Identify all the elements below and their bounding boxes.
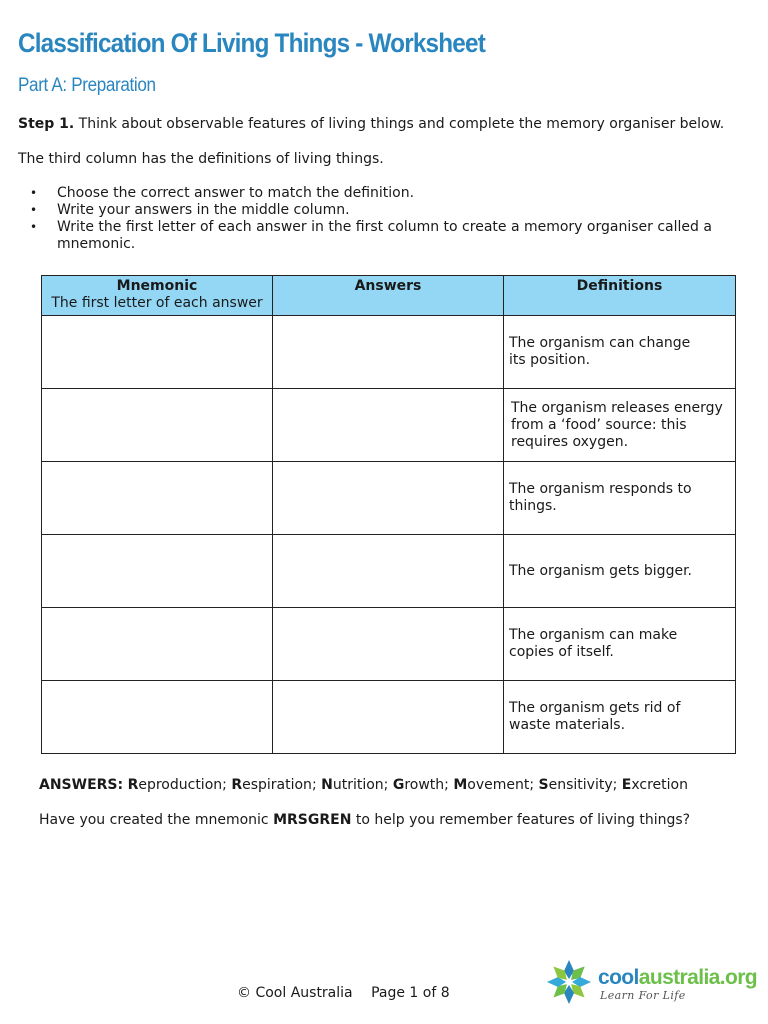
step-instruction xyxy=(18,116,724,133)
mnemonic-cell[interactable] xyxy=(42,535,273,608)
table-row xyxy=(42,462,736,535)
answer-cell[interactable] xyxy=(273,389,504,462)
answer-word: Respiration xyxy=(231,777,312,793)
footer-page-number: Page 1 of 8 xyxy=(371,985,450,1001)
table-row xyxy=(42,681,736,754)
answer-initial: G xyxy=(392,777,405,793)
header-mnemonic-sub: The first letter of each answer xyxy=(51,295,263,311)
answer-cell[interactable] xyxy=(273,608,504,681)
memory-organiser-table xyxy=(41,275,736,754)
step-text: Think about observable features of living things and complete the memory organiser below. xyxy=(74,116,725,132)
bullet-icon: • xyxy=(30,220,38,234)
page-footer xyxy=(237,985,450,1001)
table-row xyxy=(42,608,736,681)
list-item: • Write the first letter of each answer in the first column to create a memory organiser called a mnemonic. xyxy=(30,219,712,252)
snowflake-logo-icon xyxy=(545,958,595,1008)
answer-word: Movement xyxy=(453,777,530,793)
header-answers: Answers xyxy=(273,276,504,316)
intro-text: The third column has the definitions of living things. xyxy=(18,151,384,167)
mnemonic-cell[interactable] xyxy=(42,462,273,535)
answer-cell[interactable] xyxy=(273,535,504,608)
answer-initial: R xyxy=(127,777,139,793)
answer-word: Growth xyxy=(392,777,445,793)
list-item: • Choose the correct answer to match the definition. xyxy=(30,185,415,201)
definition-cell: The organism responds to things. xyxy=(504,462,736,535)
mnemonic-cell[interactable] xyxy=(42,681,273,754)
section-subtitle: Part A: Preparation xyxy=(18,75,156,96)
cool-australia-logo xyxy=(545,958,758,1006)
answer-cell[interactable] xyxy=(273,681,504,754)
answers-key xyxy=(39,777,688,794)
definition-cell: The organism can change its position. xyxy=(504,316,736,389)
mnemonic-question: Have you created the mnemonic MRSGREN to help you remember features of living things? xyxy=(39,812,691,828)
definition-cell: The organism releases energy from a ‘food’ source: this requires oxygen. xyxy=(504,389,736,462)
answer-word: Nutrition xyxy=(321,777,384,793)
answer-cell[interactable] xyxy=(273,316,504,389)
mnemonic-cell[interactable] xyxy=(42,389,273,462)
answer-word: Excretion xyxy=(621,777,688,793)
table-header-row xyxy=(42,276,736,316)
definition-cell: The organism gets bigger. xyxy=(504,535,736,608)
mnemonic-keyword: MRSGREN xyxy=(273,812,352,828)
step-label: Step 1. xyxy=(18,116,75,132)
answer-cell[interactable] xyxy=(273,462,504,535)
footer-copyright: © Cool Australia xyxy=(237,985,353,1001)
logo-tagline: Learn For Life xyxy=(600,989,686,1002)
bullet-icon: • xyxy=(30,186,38,200)
table-row xyxy=(42,316,736,389)
answer-word: Sensitivity xyxy=(538,777,613,793)
definition-cell: The organism gets rid of waste materials. xyxy=(504,681,736,754)
list-item: • Write your answers in the middle column. xyxy=(30,202,350,218)
answer-initial: R xyxy=(231,777,243,793)
table-row xyxy=(42,389,736,462)
header-mnemonic: Mnemonic The first letter of each answer xyxy=(42,276,273,316)
answer-word: Reproduction xyxy=(127,777,223,793)
page-title: Classification Of Living Things - Worksheet xyxy=(18,28,485,58)
definition-cell: The organism can make copies of itself. xyxy=(504,608,736,681)
table-row xyxy=(42,535,736,608)
answer-initial: S xyxy=(538,777,549,793)
answers-label: ANSWERS: xyxy=(39,777,124,793)
mnemonic-cell[interactable] xyxy=(42,608,273,681)
answer-initial: N xyxy=(321,777,333,793)
bullet-icon: • xyxy=(30,203,38,217)
header-definitions: Definitions xyxy=(504,276,736,316)
instruction-list xyxy=(30,185,750,253)
logo-wordmark: coolaustralia.org xyxy=(598,966,758,989)
answers-list: Reproduction; Respiration; Nutrition; Growth; Movement; Sensitivity; Excretion xyxy=(127,777,688,793)
mnemonic-cell[interactable] xyxy=(42,316,273,389)
answer-initial: M xyxy=(453,777,468,793)
answer-initial: E xyxy=(621,777,632,793)
